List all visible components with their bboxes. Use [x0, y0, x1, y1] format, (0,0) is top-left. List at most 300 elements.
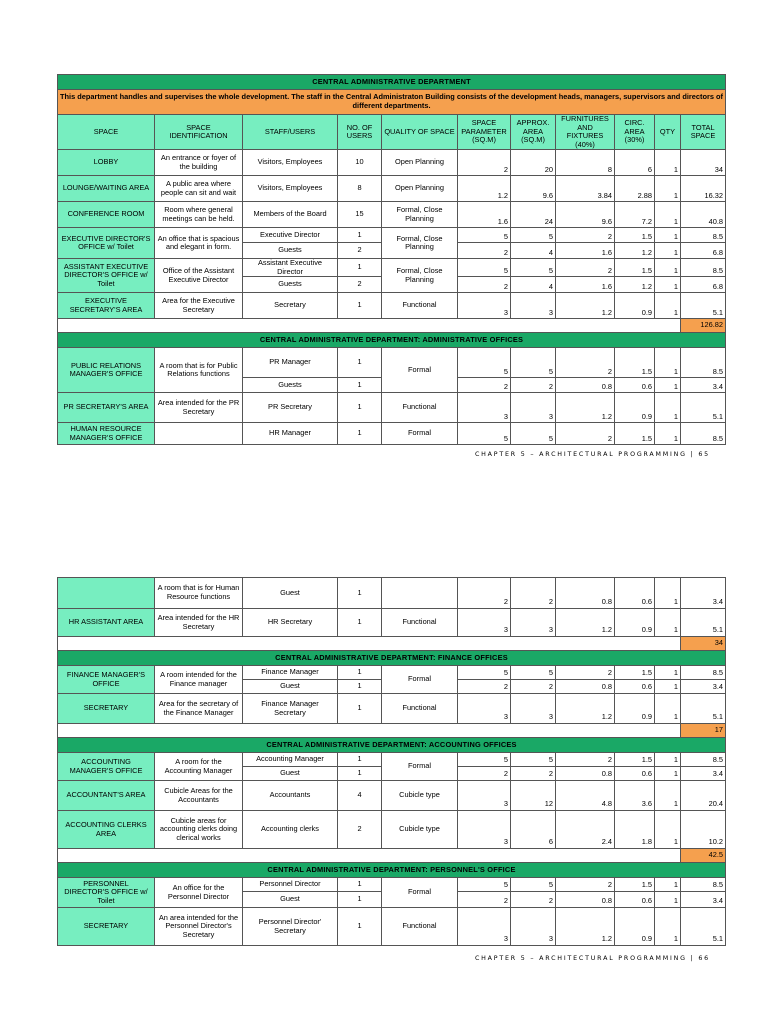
- qty: 1: [655, 293, 681, 319]
- approx-area: 5: [511, 228, 556, 243]
- no-of-users: 1: [338, 694, 382, 724]
- space-identification: Office of the Assistant Executive Director: [155, 259, 243, 293]
- circ-area: 1.5: [615, 228, 655, 243]
- description-row: [58, 90, 726, 115]
- space-name: ACCOUNTING MANAGER'S OFFICE: [58, 753, 155, 781]
- space-parameter: 2: [458, 277, 511, 293]
- space-name: LOUNGE/WAITING AREA: [58, 176, 155, 202]
- subtotal-row: [58, 849, 726, 863]
- space-name: FINANCE MANAGER'S OFFICE: [58, 666, 155, 694]
- staff-users: Guests: [243, 378, 338, 393]
- circ-area: 0.6: [615, 767, 655, 781]
- section-title-row: [58, 738, 726, 753]
- qty: 1: [655, 277, 681, 293]
- no-of-users: 1: [338, 423, 382, 445]
- circ-area: 0.9: [615, 393, 655, 423]
- circ-area: 2.88: [615, 176, 655, 202]
- furnitures-and-fixtures: 2: [556, 423, 615, 445]
- space-identification: Area intended for the HR Secretary: [155, 609, 243, 637]
- furnitures-and-fixtures: 1.2: [556, 908, 615, 946]
- furnitures-and-fixtures: 2: [556, 259, 615, 277]
- approx-area: 2: [511, 378, 556, 393]
- staff-users: Guest: [243, 892, 338, 908]
- qty: 1: [655, 811, 681, 849]
- space-identification: A room that is for Human Resource functions: [155, 578, 243, 609]
- total-space: 5.1: [681, 609, 726, 637]
- space-identification: An area intended for the Personnel Director's Secretary: [155, 908, 243, 946]
- staff-users: Accounting clerks: [243, 811, 338, 849]
- quality-of-space: Open Planning: [382, 150, 458, 176]
- circ-area: 1.5: [615, 878, 655, 892]
- furnitures-and-fixtures: 0.8: [556, 680, 615, 694]
- column-header: SPACE IDENTIFICATION: [155, 115, 243, 150]
- table-row: [58, 348, 726, 378]
- section-title: CENTRAL ADMINISTRATIVE DEPARTMENT: FINANCE OFFICES: [58, 651, 726, 666]
- no-of-users: 1: [338, 609, 382, 637]
- total-space: 34: [681, 150, 726, 176]
- space-parameter: 3: [458, 609, 511, 637]
- qty: 1: [655, 908, 681, 946]
- furnitures-and-fixtures: 2: [556, 878, 615, 892]
- no-of-users: 1: [338, 753, 382, 767]
- staff-users: Finance Manager Secretary: [243, 694, 338, 724]
- quality-of-space: Functional: [382, 694, 458, 724]
- circ-area: 0.6: [615, 892, 655, 908]
- furnitures-and-fixtures: 2: [556, 228, 615, 243]
- page-footer: CHAPTER 5 – ARCHITECTURAL PROGRAMMING | 65: [474, 451, 710, 458]
- quality-of-space: Formal, Close Planning: [382, 202, 458, 228]
- staff-users: Accounting Manager: [243, 753, 338, 767]
- no-of-users: 2: [338, 277, 382, 293]
- quality-of-space: Functional: [382, 908, 458, 946]
- subtotal-value: 42.5: [681, 849, 726, 863]
- space-identification: [155, 423, 243, 445]
- quality-of-space: Open Planning: [382, 176, 458, 202]
- table-row: [58, 908, 726, 946]
- staff-users: Guest: [243, 578, 338, 609]
- space-parameter: 3: [458, 694, 511, 724]
- circ-area: 0.9: [615, 293, 655, 319]
- total-space: 5.1: [681, 293, 726, 319]
- space-parameter: 3: [458, 393, 511, 423]
- no-of-users: 1: [338, 348, 382, 378]
- circ-area: 0.6: [615, 578, 655, 609]
- space-name: SECRETARY: [58, 694, 155, 724]
- total-space: 8.5: [681, 348, 726, 378]
- table-row: [58, 150, 726, 176]
- subtotal-value: 34: [681, 637, 726, 651]
- subtotal-row: [58, 319, 726, 333]
- qty: 1: [655, 767, 681, 781]
- space-program-table-page-66: [57, 577, 726, 946]
- no-of-users: 1: [338, 393, 382, 423]
- quality-of-space: Cubicle type: [382, 811, 458, 849]
- space-parameter: 2: [458, 680, 511, 694]
- space-name: PUBLIC RELATIONS MANAGER'S OFFICE: [58, 348, 155, 393]
- qty: 1: [655, 378, 681, 393]
- subtotal-row: [58, 724, 726, 738]
- circ-area: 7.2: [615, 202, 655, 228]
- quality-of-space: Formal, Close Planning: [382, 228, 458, 259]
- table-row: [58, 878, 726, 892]
- circ-area: 1.2: [615, 277, 655, 293]
- header-row: [58, 115, 726, 150]
- table-row: [58, 811, 726, 849]
- total-space: 3.4: [681, 892, 726, 908]
- no-of-users: 2: [338, 811, 382, 849]
- staff-users: Assistant Executive Director: [243, 259, 338, 277]
- furnitures-and-fixtures: 9.6: [556, 202, 615, 228]
- subtotal-value: 17: [681, 724, 726, 738]
- section-title: CENTRAL ADMINISTRATIVE DEPARTMENT: PERSONNEL'S OFFICE: [58, 863, 726, 878]
- space-identification: Area intended for the PR Secretary: [155, 393, 243, 423]
- qty: 1: [655, 878, 681, 892]
- qty: 1: [655, 609, 681, 637]
- no-of-users: 4: [338, 781, 382, 811]
- section-title-row: [58, 333, 726, 348]
- column-header: SPACE PARAMETER (SQ.M): [458, 115, 511, 150]
- staff-users: Personnel Director' Secretary: [243, 908, 338, 946]
- quality-of-space: Formal: [382, 878, 458, 908]
- space-name: ACCOUNTING CLERKS AREA: [58, 811, 155, 849]
- space-identification: Area for the secretary of the Finance Manager: [155, 694, 243, 724]
- approx-area: 4: [511, 243, 556, 259]
- no-of-users: 1: [338, 892, 382, 908]
- staff-users: HR Manager: [243, 423, 338, 445]
- no-of-users: 10: [338, 150, 382, 176]
- section-title: CENTRAL ADMINISTRATIVE DEPARTMENT: ADMINISTRATIVE OFFICES: [58, 333, 726, 348]
- approx-area: 5: [511, 666, 556, 680]
- approx-area: 5: [511, 878, 556, 892]
- space-name: ASSISTANT EXECUTIVE DIRECTOR'S OFFICE w/ Toilet: [58, 259, 155, 293]
- qty: 1: [655, 694, 681, 724]
- circ-area: 0.9: [615, 908, 655, 946]
- circ-area: 0.6: [615, 680, 655, 694]
- no-of-users: 1: [338, 680, 382, 694]
- quality-of-space: Functional: [382, 293, 458, 319]
- section-title: CENTRAL ADMINISTRATIVE DEPARTMENT: ACCOUNTING OFFICES: [58, 738, 726, 753]
- space-identification: A room for the Accounting Manager: [155, 753, 243, 781]
- qty: 1: [655, 423, 681, 445]
- table-row: [58, 176, 726, 202]
- staff-users: Guests: [243, 277, 338, 293]
- staff-users: PR Manager: [243, 348, 338, 378]
- column-header: TOTAL SPACE: [681, 115, 726, 150]
- approx-area: 5: [511, 348, 556, 378]
- circ-area: 1.5: [615, 259, 655, 277]
- furnitures-and-fixtures: 8: [556, 150, 615, 176]
- page-footer: CHAPTER 5 – ARCHITECTURAL PROGRAMMING | 66: [474, 955, 710, 962]
- no-of-users: 1: [338, 578, 382, 609]
- furnitures-and-fixtures: 1.6: [556, 277, 615, 293]
- space-parameter: 1.6: [458, 202, 511, 228]
- space-program-table-page-65: [57, 74, 726, 445]
- approx-area: 5: [511, 753, 556, 767]
- section-title-row: [58, 651, 726, 666]
- furnitures-and-fixtures: 1.2: [556, 694, 615, 724]
- section-title: CENTRAL ADMINISTRATIVE DEPARTMENT: [58, 75, 726, 90]
- approx-area: 2: [511, 680, 556, 694]
- table-row: [58, 694, 726, 724]
- total-space: 5.1: [681, 908, 726, 946]
- furnitures-and-fixtures: 1.2: [556, 609, 615, 637]
- space-name: HR ASSISTANT AREA: [58, 609, 155, 637]
- space-parameter: 2: [458, 892, 511, 908]
- circ-area: 1.5: [615, 423, 655, 445]
- column-header: QUALITY OF SPACE: [382, 115, 458, 150]
- total-space: 6.8: [681, 243, 726, 259]
- approx-area: 5: [511, 259, 556, 277]
- approx-area: 24: [511, 202, 556, 228]
- approx-area: 6: [511, 811, 556, 849]
- space-parameter: 5: [458, 753, 511, 767]
- circ-area: 1.5: [615, 753, 655, 767]
- total-space: 3.4: [681, 767, 726, 781]
- table-row: [58, 259, 726, 277]
- space-parameter: 5: [458, 348, 511, 378]
- approx-area: 3: [511, 609, 556, 637]
- staff-users: Secretary: [243, 293, 338, 319]
- qty: 1: [655, 892, 681, 908]
- circ-area: 6: [615, 150, 655, 176]
- no-of-users: 2: [338, 243, 382, 259]
- column-header: APPROX. AREA (SQ.M): [511, 115, 556, 150]
- circ-area: 1.2: [615, 243, 655, 259]
- staff-users: Guests: [243, 243, 338, 259]
- quality-of-space: Functional: [382, 609, 458, 637]
- circ-area: 0.9: [615, 694, 655, 724]
- approx-area: 2: [511, 767, 556, 781]
- space-parameter: 5: [458, 666, 511, 680]
- qty: 1: [655, 176, 681, 202]
- table-row: [58, 228, 726, 243]
- total-space: 8.5: [681, 753, 726, 767]
- staff-users: Guest: [243, 680, 338, 694]
- subtotal-value: 126.82: [681, 319, 726, 333]
- total-space: 8.5: [681, 259, 726, 277]
- furnitures-and-fixtures: 3.84: [556, 176, 615, 202]
- space-identification: An office that is spacious and elegant in form.: [155, 228, 243, 259]
- furnitures-and-fixtures: 2.4: [556, 811, 615, 849]
- qty: 1: [655, 680, 681, 694]
- table-row: [58, 781, 726, 811]
- column-header: CIRC. AREA (30%): [615, 115, 655, 150]
- space-identification: A room intended for the Finance manager: [155, 666, 243, 694]
- table-row: [58, 393, 726, 423]
- total-space: 8.5: [681, 423, 726, 445]
- section-title-row: [58, 863, 726, 878]
- table-row: [58, 753, 726, 767]
- total-space: 5.1: [681, 694, 726, 724]
- quality-of-space: Formal: [382, 666, 458, 694]
- qty: 1: [655, 781, 681, 811]
- furnitures-and-fixtures: 0.8: [556, 378, 615, 393]
- staff-users: HR Secretary: [243, 609, 338, 637]
- furnitures-and-fixtures: 4.8: [556, 781, 615, 811]
- space-name: PR SECRETARY'S AREA: [58, 393, 155, 423]
- space-parameter: 2: [458, 150, 511, 176]
- space-identification: A room that is for Public Relations functions: [155, 348, 243, 393]
- approx-area: 20: [511, 150, 556, 176]
- space-parameter: 2: [458, 378, 511, 393]
- space-name: PERSONNEL DIRECTOR'S OFFICE w/ Toilet: [58, 878, 155, 908]
- no-of-users: 1: [338, 228, 382, 243]
- quality-of-space: Formal: [382, 423, 458, 445]
- furnitures-and-fixtures: 2: [556, 753, 615, 767]
- total-space: 8.5: [681, 878, 726, 892]
- staff-users: Visitors, Employees: [243, 176, 338, 202]
- subtotal-spacer: [58, 849, 681, 863]
- space-parameter: 3: [458, 908, 511, 946]
- space-identification: Cubicle Areas for the Accountants: [155, 781, 243, 811]
- total-space: 3.4: [681, 680, 726, 694]
- staff-users: Visitors, Employees: [243, 150, 338, 176]
- table-row: [58, 666, 726, 680]
- no-of-users: 1: [338, 293, 382, 319]
- qty: 1: [655, 578, 681, 609]
- approx-area: 12: [511, 781, 556, 811]
- column-header: STAFF/USERS: [243, 115, 338, 150]
- space-name: ACCOUNTANT'S AREA: [58, 781, 155, 811]
- table-row: [58, 609, 726, 637]
- space-identification: Room where general meetings can be held.: [155, 202, 243, 228]
- space-parameter: 5: [458, 259, 511, 277]
- space-name: LOBBY: [58, 150, 155, 176]
- space-parameter: 3: [458, 293, 511, 319]
- total-space: 3.4: [681, 378, 726, 393]
- staff-users: Accountants: [243, 781, 338, 811]
- staff-users: Personnel Director: [243, 878, 338, 892]
- qty: 1: [655, 228, 681, 243]
- space-parameter: 2: [458, 767, 511, 781]
- space-parameter: 5: [458, 423, 511, 445]
- quality-of-space: [382, 578, 458, 609]
- total-space: 6.8: [681, 277, 726, 293]
- total-space: 3.4: [681, 578, 726, 609]
- approx-area: 3: [511, 293, 556, 319]
- qty: 1: [655, 259, 681, 277]
- space-identification: A public area where people can sit and wait: [155, 176, 243, 202]
- approx-area: 2: [511, 578, 556, 609]
- space-name: EXECUTIVE DIRECTOR'S OFFICE w/ Toilet: [58, 228, 155, 259]
- furnitures-and-fixtures: 2: [556, 348, 615, 378]
- total-space: 10.2: [681, 811, 726, 849]
- furnitures-and-fixtures: 1.2: [556, 393, 615, 423]
- no-of-users: 1: [338, 767, 382, 781]
- total-space: 40.8: [681, 202, 726, 228]
- table-row: [58, 578, 726, 609]
- total-space: 8.5: [681, 666, 726, 680]
- qty: 1: [655, 393, 681, 423]
- qty: 1: [655, 666, 681, 680]
- table-row: [58, 293, 726, 319]
- no-of-users: 1: [338, 666, 382, 680]
- column-header: FURNITURES AND FIXTURES (40%): [556, 115, 615, 150]
- no-of-users: 8: [338, 176, 382, 202]
- space-parameter: 5: [458, 878, 511, 892]
- space-parameter: 2: [458, 243, 511, 259]
- furnitures-and-fixtures: 0.8: [556, 892, 615, 908]
- column-header: NO. OF USERS: [338, 115, 382, 150]
- section-title-row: [58, 75, 726, 90]
- furnitures-and-fixtures: 1.2: [556, 293, 615, 319]
- no-of-users: 1: [338, 378, 382, 393]
- qty: 1: [655, 753, 681, 767]
- column-header: SPACE: [58, 115, 155, 150]
- subtotal-row: [58, 637, 726, 651]
- approx-area: 2: [511, 892, 556, 908]
- space-parameter: 1.2: [458, 176, 511, 202]
- staff-users: Executive Director: [243, 228, 338, 243]
- no-of-users: 1: [338, 878, 382, 892]
- space-parameter: 3: [458, 811, 511, 849]
- total-space: 16.32: [681, 176, 726, 202]
- no-of-users: 1: [338, 259, 382, 277]
- qty: 1: [655, 150, 681, 176]
- total-space: 8.5: [681, 228, 726, 243]
- subtotal-spacer: [58, 724, 681, 738]
- quality-of-space: Functional: [382, 393, 458, 423]
- circ-area: 0.6: [615, 378, 655, 393]
- total-space: 5.1: [681, 393, 726, 423]
- approx-area: 9.6: [511, 176, 556, 202]
- space-name: [58, 578, 155, 609]
- qty: 1: [655, 348, 681, 378]
- furnitures-and-fixtures: 2: [556, 666, 615, 680]
- space-identification: Cubicle areas for accounting clerks doing clerical works: [155, 811, 243, 849]
- furnitures-and-fixtures: 1.6: [556, 243, 615, 259]
- circ-area: 1.8: [615, 811, 655, 849]
- space-name: HUMAN RESOURCE MANAGER'S OFFICE: [58, 423, 155, 445]
- staff-users: Members of the Board: [243, 202, 338, 228]
- approx-area: 3: [511, 908, 556, 946]
- circ-area: 0.9: [615, 609, 655, 637]
- quality-of-space: Formal: [382, 348, 458, 393]
- staff-users: Finance Manager: [243, 666, 338, 680]
- table-row: [58, 202, 726, 228]
- furnitures-and-fixtures: 0.8: [556, 767, 615, 781]
- space-parameter: 3: [458, 781, 511, 811]
- space-parameter: 2: [458, 578, 511, 609]
- qty: 1: [655, 243, 681, 259]
- quality-of-space: Formal: [382, 753, 458, 781]
- column-header: QTY: [655, 115, 681, 150]
- no-of-users: 1: [338, 908, 382, 946]
- qty: 1: [655, 202, 681, 228]
- space-identification: An entrance or foyer of the building: [155, 150, 243, 176]
- circ-area: 1.5: [615, 666, 655, 680]
- approx-area: 3: [511, 393, 556, 423]
- approx-area: 3: [511, 694, 556, 724]
- furnitures-and-fixtures: 0.8: [556, 578, 615, 609]
- space-name: SECRETARY: [58, 908, 155, 946]
- total-space: 20.4: [681, 781, 726, 811]
- space-name: EXECUTIVE SECRETARY'S AREA: [58, 293, 155, 319]
- space-identification: An office for the Personnel Director: [155, 878, 243, 908]
- space-identification: Area for the Executive Secretary: [155, 293, 243, 319]
- table-row: [58, 423, 726, 445]
- quality-of-space: Cubicle type: [382, 781, 458, 811]
- circ-area: 3.6: [615, 781, 655, 811]
- subtotal-spacer: [58, 319, 681, 333]
- circ-area: 1.5: [615, 348, 655, 378]
- staff-users: Guest: [243, 767, 338, 781]
- department-description: This department handles and supervises the whole development. The staff in the Central Administraton Building consists of the development heads, managers, supervisors and directors of different departments.: [58, 90, 726, 115]
- staff-users: PR Secretary: [243, 393, 338, 423]
- quality-of-space: Formal, Close Planning: [382, 259, 458, 293]
- no-of-users: 15: [338, 202, 382, 228]
- approx-area: 4: [511, 277, 556, 293]
